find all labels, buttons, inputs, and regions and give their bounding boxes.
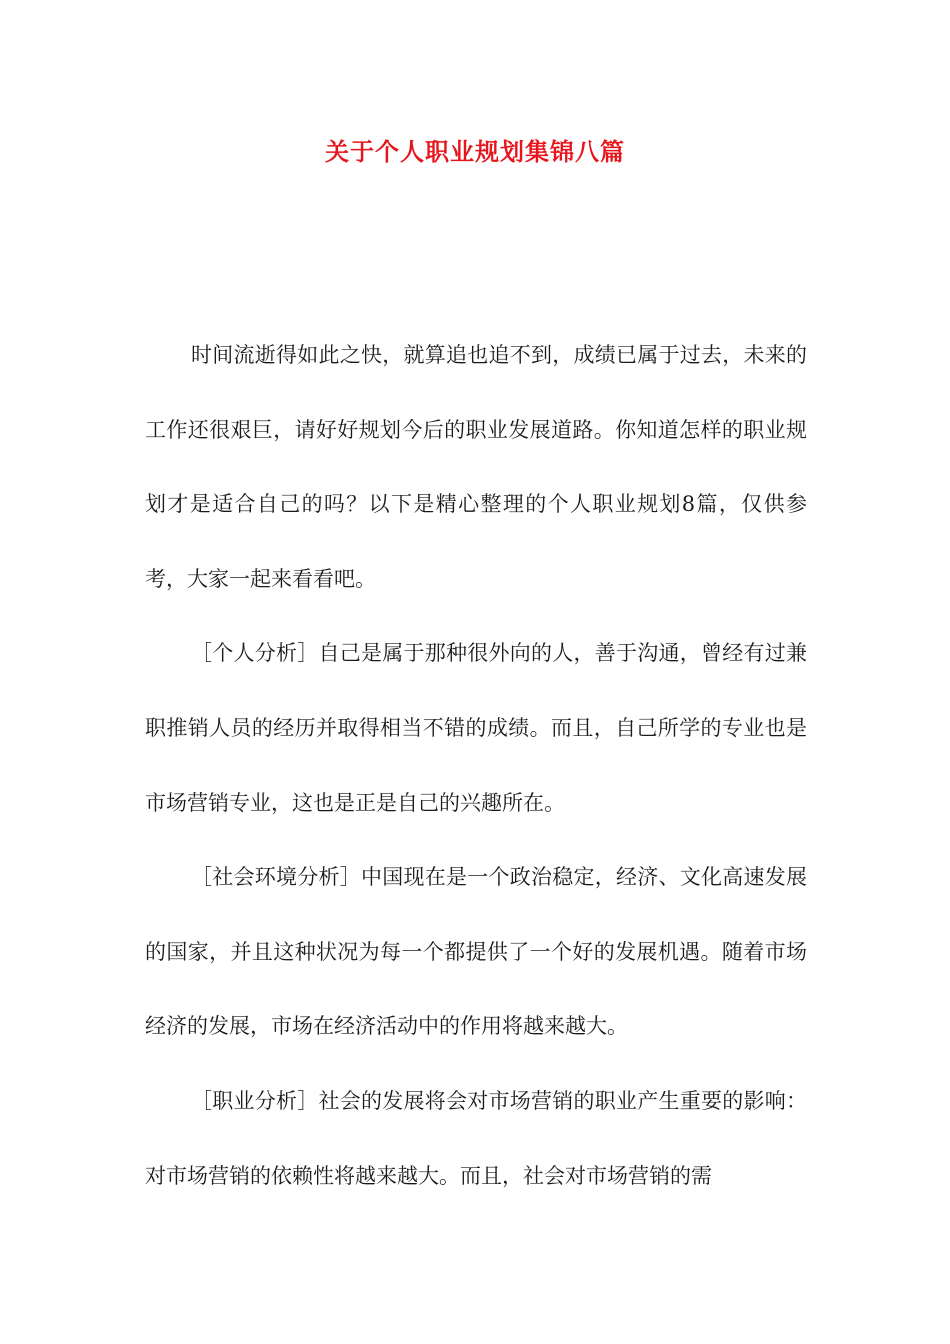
paragraph-social-environment-analysis: ［社会环境分析］中国现在是一个政治稳定，经济、文化高速发展的国家，并且这种状况为每一个都提供了一个好的发展机遇。随着市场经济的发展，市场在经济活动中的作用将越来越大。 — [145, 865, 807, 1039]
paragraph-personal-analysis: ［个人分析］自己是属于那种很外向的人，善于沟通，曾经有过兼职推销人员的经历并取得相当不错的成绩。而且，自己所学的专业也是市场营销专业，这也是正是自己的兴趣所在。 — [145, 641, 807, 815]
document-body — [145, 318, 807, 1213]
paragraph-career-analysis: ［职业分析］社会的发展将会对市场营销的职业产生重要的影响：对市场营销的依赖性将越来越大。而且，社会对市场营销的需 — [145, 1088, 807, 1188]
paragraph-intro: 时间流逝得如此之快，就算追也追不到，成绩已属于过去，未来的工作还很艰巨，请好好规划今后的职业发展道路。你知道怎样的职业规划才是适合自己的吗？以下是精心整理的个人职业规划8篇，仅供参考，大家一起来看看吧。 — [145, 343, 807, 591]
document-title: 关于个人职业规划集锦八篇 — [325, 137, 625, 166]
